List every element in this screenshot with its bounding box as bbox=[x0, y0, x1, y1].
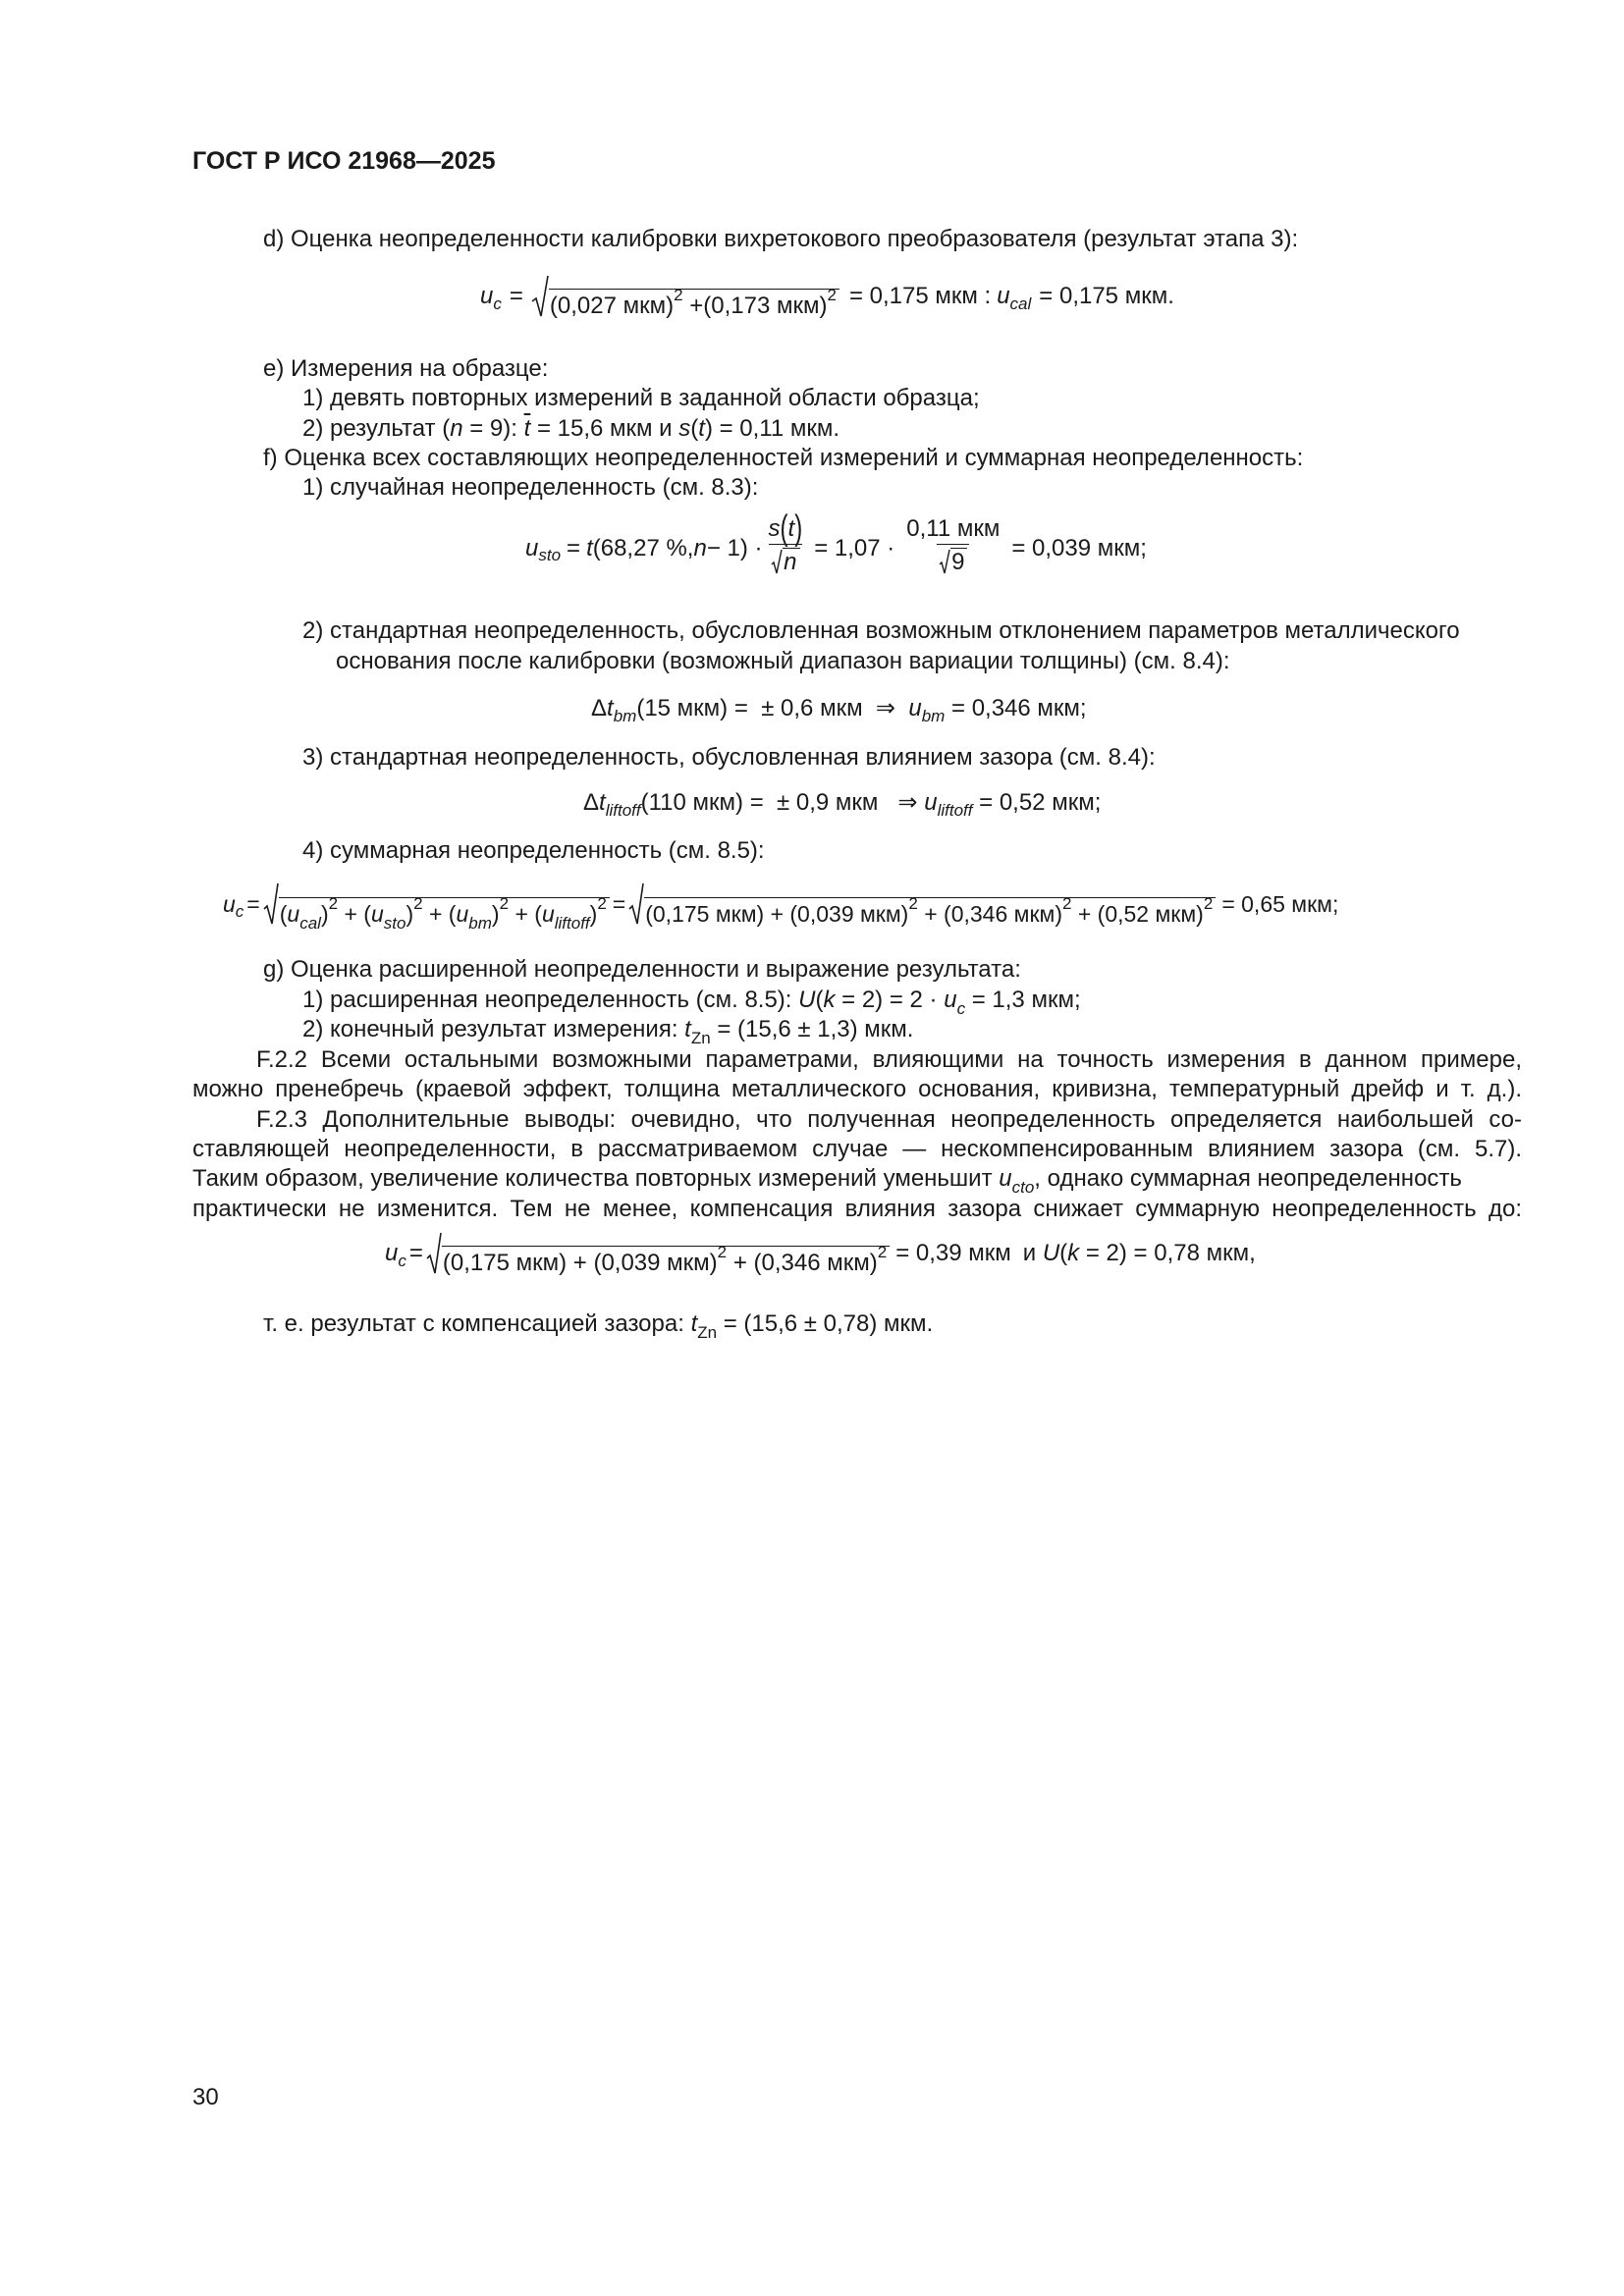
sup-2: 2 bbox=[908, 894, 918, 913]
f-mid: = 1,07 · bbox=[814, 534, 895, 561]
text: = (15,6 ± 0,78) мкм. bbox=[717, 1310, 934, 1337]
denominator bbox=[769, 544, 801, 579]
f-var: n bbox=[693, 534, 707, 561]
f-args: (68,27 %, bbox=[592, 534, 694, 561]
final-result-line bbox=[263, 1310, 934, 1342]
text: = (15,6 ± 1,3) мкм. bbox=[710, 1016, 914, 1042]
sub: cto bbox=[1011, 1178, 1035, 1197]
f-args: − 1) · bbox=[706, 534, 763, 561]
plus: + bbox=[428, 901, 443, 927]
term: (0,346 мкм) bbox=[753, 1250, 878, 1276]
f-var: u bbox=[287, 901, 300, 927]
text: = 15,6 мкм и bbox=[530, 415, 679, 442]
formula-u-sto bbox=[525, 508, 1147, 579]
var-u: u bbox=[944, 987, 957, 1013]
text: = 9): bbox=[462, 415, 524, 442]
term: (0,175 мкм) bbox=[442, 1250, 568, 1276]
f-var: u bbox=[370, 901, 384, 927]
plus: + bbox=[572, 1250, 587, 1276]
f-text: и bbox=[1022, 1240, 1043, 1266]
item-g-sub-1 bbox=[302, 987, 1081, 1018]
f-sub: c bbox=[493, 294, 502, 313]
var-t: t bbox=[698, 415, 705, 442]
numerator: 0,11 мкм bbox=[906, 515, 1001, 542]
var-n: n bbox=[450, 415, 463, 442]
plus: + bbox=[689, 293, 704, 319]
radical-sign-icon bbox=[426, 1232, 442, 1275]
page-number: 30 bbox=[192, 2084, 219, 2110]
f-var: t bbox=[586, 534, 593, 561]
f-result: = 0,039 мкм; bbox=[1011, 534, 1147, 561]
plus: + bbox=[514, 901, 528, 927]
text: ) = 0,11 мкм. bbox=[704, 415, 840, 442]
f-result: = 0,175 мкм : bbox=[848, 283, 992, 309]
sub: c bbox=[956, 999, 966, 1018]
f-eq: = bbox=[567, 534, 581, 561]
sqrt bbox=[426, 1232, 890, 1275]
sqrt bbox=[628, 882, 1216, 926]
f-var: u bbox=[480, 283, 494, 309]
plus: + bbox=[1077, 901, 1092, 927]
f-var: u bbox=[908, 695, 922, 721]
sub: Zn bbox=[697, 1323, 718, 1342]
f-var: t bbox=[787, 515, 795, 542]
radicand bbox=[442, 1243, 890, 1276]
formula-delta-t-liftoff bbox=[583, 789, 1102, 820]
item-g-label: g) Оценка расширенной неопределенности и выражение результата: bbox=[263, 956, 1021, 983]
f-sub: bm bbox=[613, 706, 637, 725]
radicand-values bbox=[644, 894, 1216, 927]
f-var: u bbox=[924, 789, 938, 816]
f-sub: liftoff bbox=[554, 914, 590, 933]
term-2: (0,173 мкм) bbox=[703, 293, 828, 319]
sqrt bbox=[263, 882, 610, 933]
radicand bbox=[549, 286, 839, 319]
sqrt bbox=[771, 548, 799, 574]
f-result: = 0,65 мкм; bbox=[1221, 890, 1339, 917]
radical-sign-icon bbox=[628, 882, 644, 926]
para-f23-line-4: практически не изменится. Тем не менее, компенсация влияния зазора снижает суммарную неопределенность до: bbox=[192, 1196, 1522, 1222]
text: 1) расширенная неопределенность (см. 8.5): bbox=[302, 987, 799, 1013]
f-var: u bbox=[456, 901, 469, 927]
fraction-value-over-sqrt-9 bbox=[904, 517, 1001, 579]
sup-2: 2 bbox=[499, 894, 510, 913]
f-result: = 2) = 0,78 мкм, bbox=[1079, 1240, 1256, 1266]
text: 2) результат ( bbox=[302, 415, 451, 442]
item-e-sub-2 bbox=[302, 417, 839, 441]
plus: + bbox=[344, 901, 357, 927]
var-k: k bbox=[823, 987, 836, 1013]
f-sub: sto bbox=[383, 914, 406, 933]
text: = 2) = 2 · bbox=[835, 987, 945, 1013]
f-result: = 0,52 мкм; bbox=[972, 789, 1102, 816]
f-text: (110 мкм) = ± 0,9 мкм ⇒ bbox=[640, 789, 925, 816]
f-sub: cal bbox=[1009, 294, 1032, 313]
var-s: s bbox=[678, 415, 691, 442]
document-header: ГОСТ Р ИСО 21968—2025 bbox=[192, 147, 496, 175]
f-var: u bbox=[525, 534, 539, 561]
radical-sign-icon bbox=[939, 549, 950, 574]
text: т. е. результат с компенсацией зазора: bbox=[263, 1310, 691, 1337]
f-var: u bbox=[223, 890, 236, 917]
f-result: = 0,39 мкм bbox=[895, 1240, 1011, 1266]
f-eq: = bbox=[246, 890, 260, 917]
numerator: s(t) bbox=[768, 508, 803, 549]
item-e-label: e) Измерения на образце: bbox=[263, 355, 549, 382]
sup-2: 2 bbox=[717, 1243, 728, 1261]
f-sub: bm bbox=[921, 706, 946, 725]
var-t-mean: $\overline{t}$ bbox=[523, 415, 531, 442]
f-sub: c bbox=[235, 901, 244, 921]
sup-2: 2 bbox=[1203, 894, 1214, 913]
radical-sign-icon bbox=[263, 882, 279, 926]
radicand-symbols: $(u_{cal})^2 + (u_{sto})^2 + (u_{bm})^2 + (u_{liftoff})^2$ bbox=[279, 897, 610, 926]
radical-sign-icon bbox=[771, 549, 783, 574]
plus: + bbox=[732, 1250, 747, 1276]
text: ( bbox=[690, 415, 699, 442]
f-delta: Δ bbox=[583, 789, 600, 816]
item-f-sub-4: 4) суммарная неопределенность (см. 8.5): bbox=[302, 837, 765, 864]
formula-uc-compensated bbox=[385, 1232, 1256, 1275]
sup-2: 2 bbox=[827, 286, 837, 304]
text: 2) конечный результат измерения: bbox=[302, 1016, 685, 1042]
sup-2: 2 bbox=[328, 894, 339, 913]
item-f-label: f) Оценка всех составляющих неопределенностей измерений и суммарная неопределенность: bbox=[263, 445, 1304, 471]
f-delta: Δ bbox=[591, 695, 608, 721]
f-sub: sto bbox=[538, 546, 562, 564]
f-var: n bbox=[783, 548, 799, 574]
term: (0,039 мкм) bbox=[593, 1250, 718, 1276]
f-var: t bbox=[607, 695, 614, 721]
f-sub: liftoff bbox=[605, 800, 641, 820]
f-text: (15 мкм) = ± 0,6 мкм ⇒ bbox=[636, 695, 909, 721]
sup-2: 2 bbox=[674, 286, 683, 304]
f-sub: cal bbox=[299, 914, 321, 933]
para-f22-line-1: F.2.2 Всеми остальными возможными параметрами, влияющими на точность измерения в данном примере, bbox=[256, 1046, 1522, 1073]
f-result-2: = 0,175 мкм. bbox=[1039, 283, 1174, 309]
text: Таким образом, увеличение количества повторных измерений уменьшит bbox=[192, 1165, 1000, 1192]
item-e-sub-1: 1) девять повторных измерений в заданной области образца; bbox=[302, 385, 980, 411]
sqrt bbox=[531, 275, 839, 318]
sup-2: 2 bbox=[1061, 894, 1072, 913]
para-f23-line-2: ставляющей неопределенности, в рассматриваемом случае — нескомпенсированным влиянием зазора (см. 5.7). bbox=[192, 1136, 1522, 1162]
term: (0,346 мкм) bbox=[944, 901, 1062, 927]
term: (0,52 мкм) bbox=[1097, 901, 1204, 927]
sup-2: 2 bbox=[877, 1243, 888, 1261]
plus: + bbox=[770, 901, 784, 927]
item-g-sub-2 bbox=[302, 1016, 914, 1047]
text: = 1,3 мкм; bbox=[965, 987, 1081, 1013]
f-num: 9 bbox=[950, 548, 967, 574]
item-d-label: d) Оценка неопределенности калибровки вихретокового преобразователя (результат этапа 3): bbox=[263, 226, 1299, 252]
sup-2: 2 bbox=[597, 894, 607, 913]
var-u: u bbox=[999, 1165, 1012, 1192]
item-f-sub-1: 1) случайная неопределенность (см. 8.3): bbox=[302, 474, 759, 501]
term-1: (0,027 мкм) bbox=[549, 293, 675, 319]
f-var: k bbox=[1067, 1240, 1080, 1266]
f-eq: = bbox=[509, 283, 523, 309]
plus: + bbox=[924, 901, 938, 927]
f-result: = 0,346 мкм; bbox=[945, 695, 1087, 721]
f-var: s bbox=[768, 515, 781, 542]
item-f-sub-2-line-1: 2) стандартная неопределенность, обусловленная возможным отклонением параметров металлического bbox=[302, 617, 1460, 644]
f-text: ( bbox=[1059, 1240, 1068, 1266]
formula-uc-calibration bbox=[480, 275, 1174, 318]
sub: Zn bbox=[690, 1029, 711, 1047]
para-f23-line-1: F.2.3 Дополнительные выводы: очевидно, что полученная неопределенность определяется наибольшей со- bbox=[256, 1106, 1522, 1133]
var-t: t bbox=[684, 1016, 691, 1042]
f-sub: liftoff bbox=[937, 800, 973, 820]
f-eq: = bbox=[408, 1240, 423, 1266]
f-var: u bbox=[541, 901, 555, 927]
term: (0,175 мкм) bbox=[645, 901, 765, 927]
text: , однако суммарная неопределенность bbox=[1034, 1165, 1462, 1192]
sqrt bbox=[939, 548, 967, 574]
f-var: U bbox=[1042, 1240, 1060, 1266]
var-U: U bbox=[798, 987, 816, 1013]
formula-delta-t-bm bbox=[591, 695, 1087, 725]
radical-sign-icon bbox=[531, 275, 549, 318]
item-f-sub-3: 3) стандартная неопределенность, обусловленная влиянием зазора (см. 8.4): bbox=[302, 744, 1156, 771]
var-t: t bbox=[690, 1310, 698, 1337]
denominator bbox=[937, 544, 969, 579]
f-sub: bm bbox=[468, 914, 492, 933]
f-var: u bbox=[385, 1240, 399, 1266]
para-f23-line-3 bbox=[192, 1165, 1462, 1197]
f-sub: c bbox=[398, 1251, 406, 1270]
term: (0,039 мкм) bbox=[789, 901, 909, 927]
f-var: t bbox=[599, 789, 606, 816]
fraction-s-over-sqrt-n bbox=[767, 508, 805, 579]
sup-2: 2 bbox=[413, 894, 423, 913]
para-f22-line-2: можно пренебречь (краевой эффект, толщина металлического основания, кривизна, температурный дрейф и т. д.). bbox=[192, 1076, 1522, 1102]
item-f-sub-2-line-2: основания после калибровки (возможный диапазон вариации толщины) (см. 8.4): bbox=[336, 648, 1230, 674]
f-eq: = bbox=[612, 890, 626, 917]
formula-uc-combined bbox=[223, 882, 1339, 933]
text: ( bbox=[815, 987, 824, 1013]
f-var: u bbox=[997, 283, 1010, 309]
